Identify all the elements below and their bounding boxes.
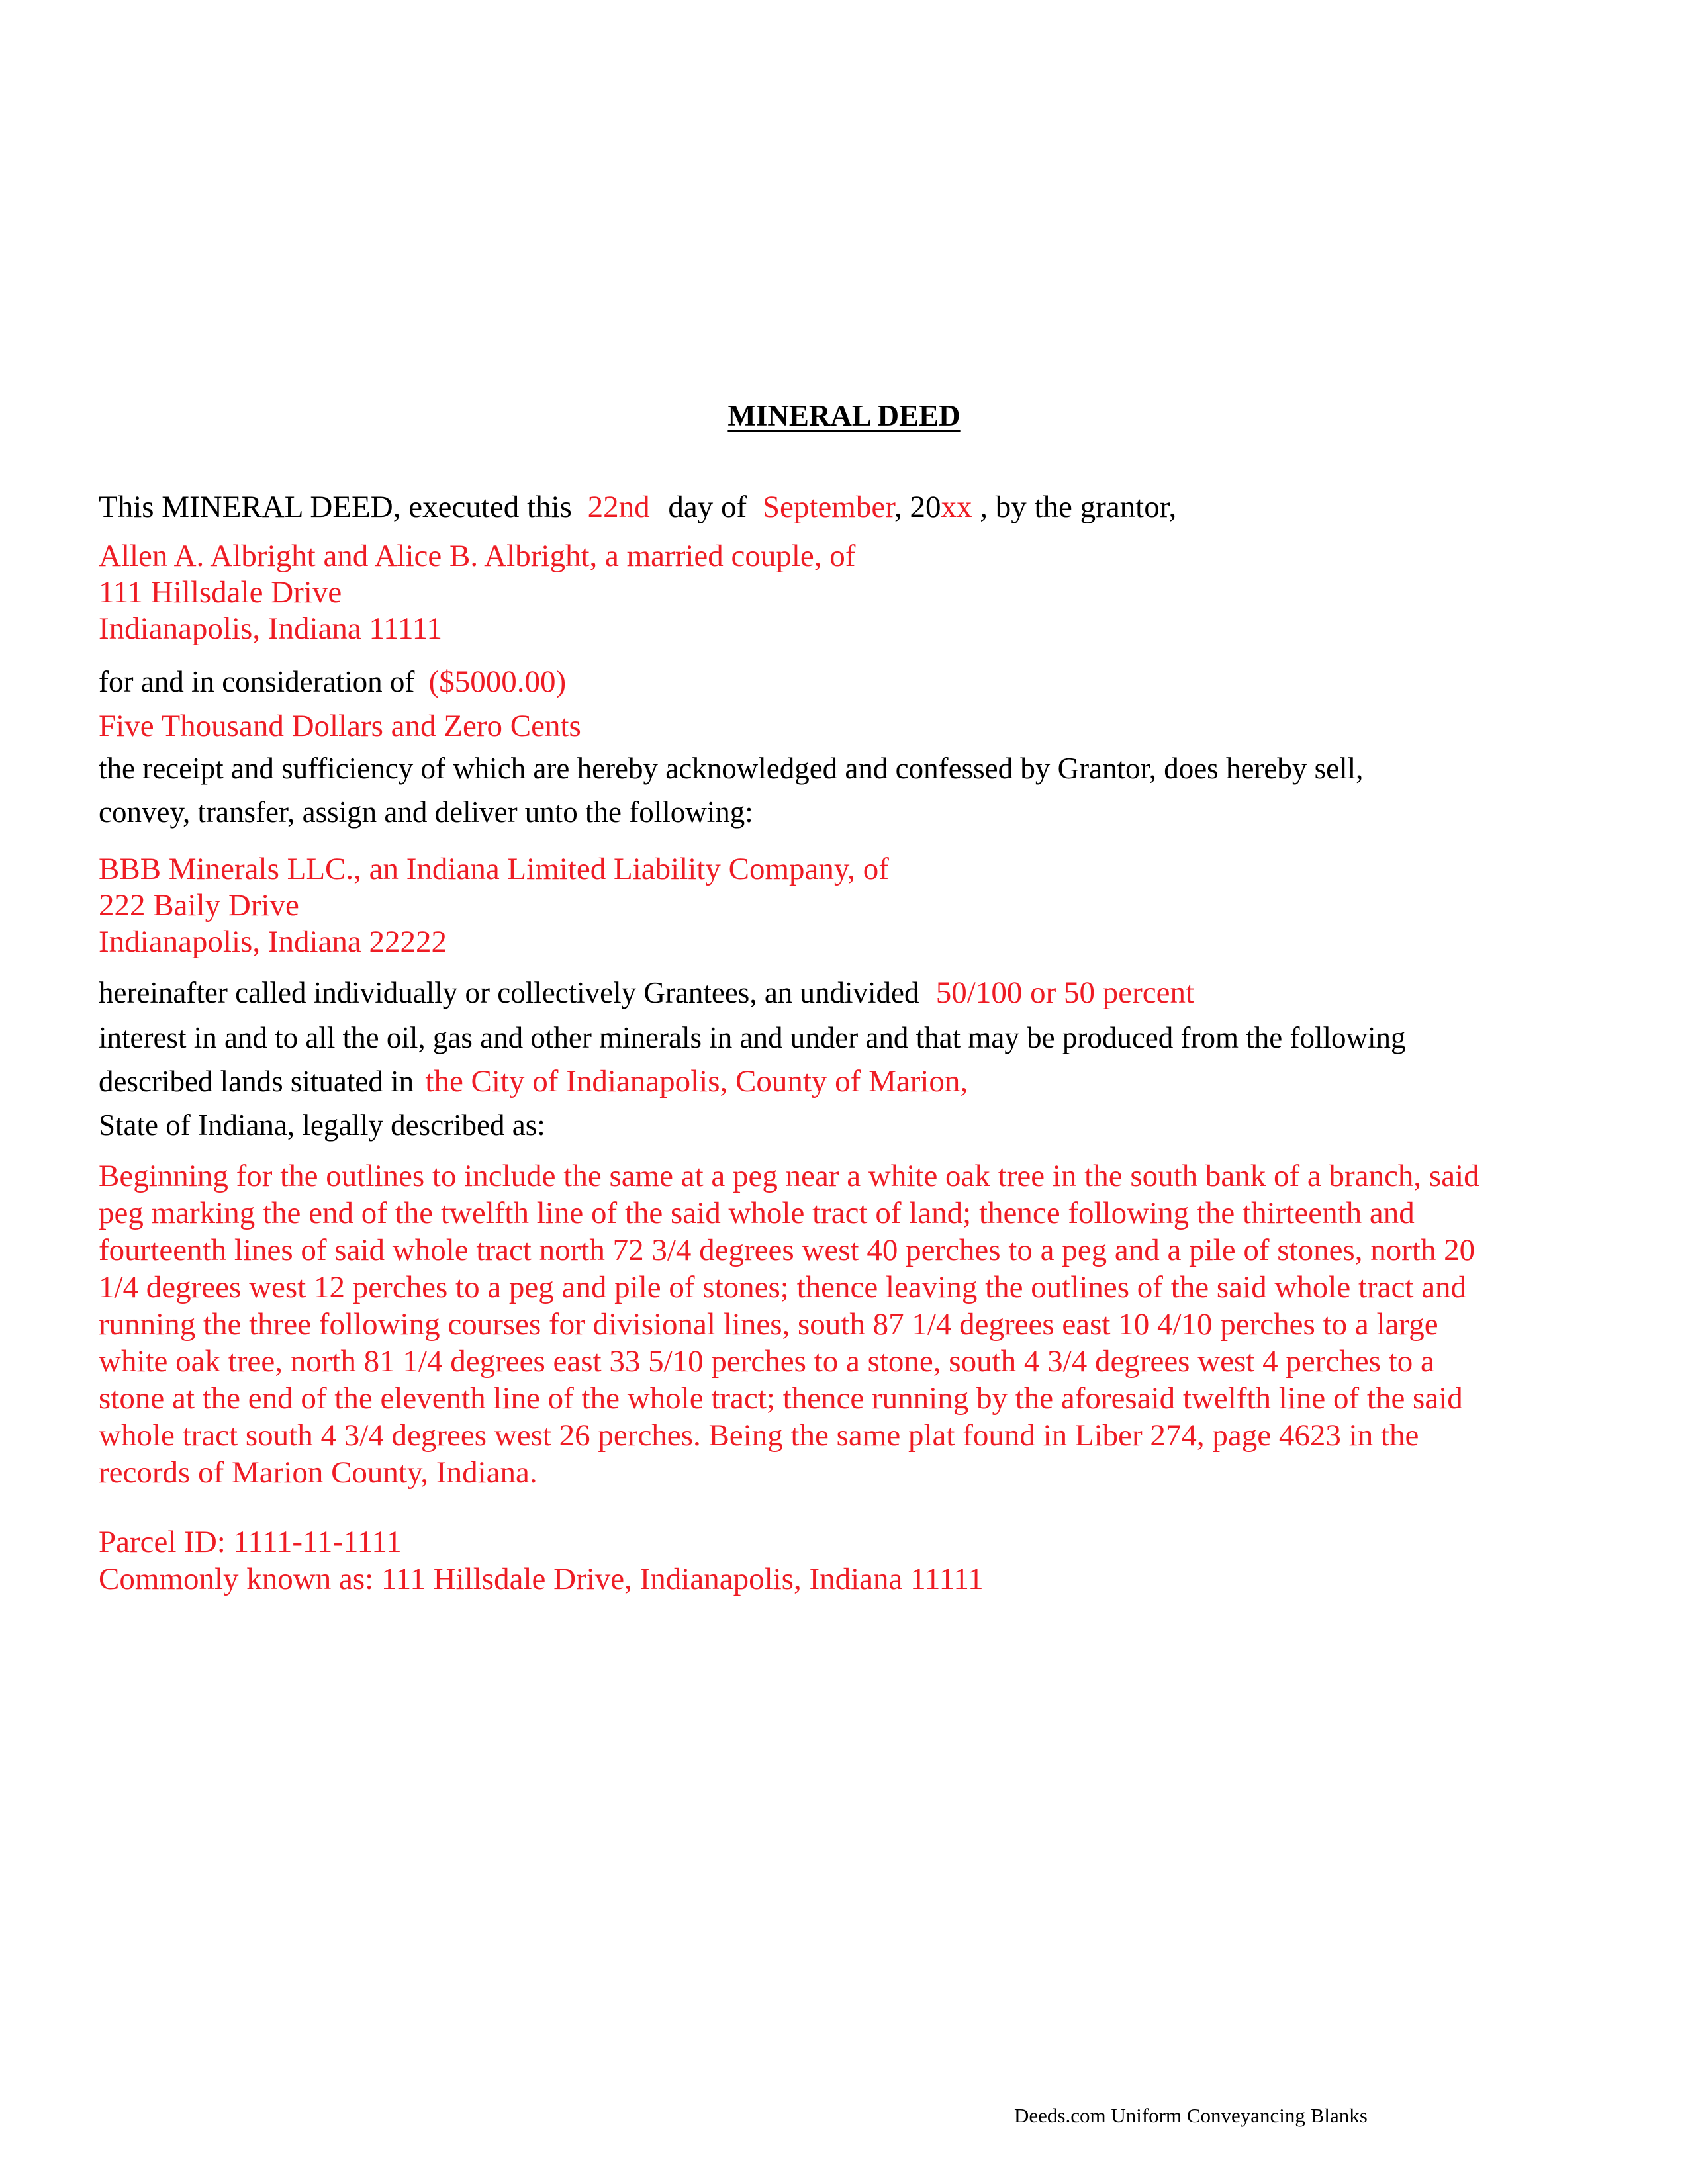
intro-line bbox=[99, 487, 1176, 527]
execution-day: 22nd bbox=[587, 490, 650, 524]
legal-description-line: fourteenth lines of said whole tract north 72 3/4 degrees west 40 perches to a peg and a pile of stones, north 20 bbox=[99, 1233, 1476, 1267]
intro-text-2: day of bbox=[668, 490, 747, 524]
consideration-label: for and in consideration of bbox=[99, 665, 415, 698]
interest-label: hereinafter called individually or collectively Grantees, an undivided bbox=[99, 976, 919, 1009]
location-label: described lands situated in bbox=[99, 1065, 414, 1098]
legal-description-line: peg marking the end of the twelfth line of the said whole tract of land; thence following the thirteenth and bbox=[99, 1196, 1415, 1230]
document-title: MINERAL DEED bbox=[727, 399, 961, 432]
interest-line-2: interest in and to all the oil, gas and other minerals in and under and that may be produced from the following bbox=[99, 1021, 1406, 1054]
intro-text-1: This MINERAL DEED, executed this bbox=[99, 490, 572, 524]
grantor-city: Indianapolis, Indiana 11111 bbox=[99, 612, 443, 646]
receipt-line-2: convey, transfer, assign and deliver unto the following: bbox=[99, 796, 753, 829]
grantor-street: 111 Hillsdale Drive bbox=[99, 575, 342, 610]
interest-line-4: State of Indiana, legally described as: bbox=[99, 1109, 545, 1142]
interest-line-1 bbox=[99, 973, 1194, 1013]
execution-year-suffix: xx bbox=[941, 490, 972, 524]
consideration-amount: ($5000.00) bbox=[428, 664, 567, 699]
legal-description-line: white oak tree, north 81 1/4 degrees east 33 5/10 perches to a stone, south 4 3/4 degrees west 4 perches to a bbox=[99, 1344, 1434, 1379]
receipt-block bbox=[99, 747, 1363, 834]
grantor-name: Allen A. Albright and Alice B. Albright, a married couple, of bbox=[99, 539, 856, 573]
footer-text: Deeds.com Uniform Conveyancing Blanks bbox=[1014, 2104, 1368, 2127]
receipt-line-1: the receipt and sufficiency of which are hereby acknowledged and confessed by Grantor, does hereby sell, bbox=[99, 752, 1364, 785]
parcel-block bbox=[99, 1524, 984, 1598]
legal-description bbox=[99, 1158, 1479, 1491]
consideration-line bbox=[99, 662, 566, 702]
legal-description-line: Beginning for the outlines to include the same at a peg near a white oak tree in the south bank of a branch, said bbox=[99, 1159, 1479, 1193]
grantee-block bbox=[99, 851, 889, 960]
legal-description-line: stone at the end of the eleventh line of the whole tract; thence running by the aforesaid twelfth line of the said bbox=[99, 1381, 1463, 1416]
parcel-id: Parcel ID: 1111-11-1111 bbox=[99, 1525, 402, 1559]
consideration-words: Five Thousand Dollars and Zero Cents bbox=[99, 709, 581, 743]
grantee-street: 222 Baily Drive bbox=[99, 888, 299, 923]
interest-value: 50/100 or 50 percent bbox=[935, 976, 1195, 1010]
grantee-name: BBB Minerals LLC., an Indiana Limited Liability Company, of bbox=[99, 852, 889, 886]
intro-text-4: , by the grantor, bbox=[980, 490, 1177, 524]
interest-line-3 bbox=[99, 1062, 968, 1101]
property-location: the City of Indianapolis, County of Marion, bbox=[425, 1064, 968, 1099]
legal-description-line: 1/4 degrees west 12 perches to a peg and pile of stones; thence leaving the outlines of the said whole tract and bbox=[99, 1270, 1467, 1304]
legal-description-line: running the three following courses for divisional lines, south 87 1/4 degrees east 10 4/10 perches to a large bbox=[99, 1307, 1438, 1342]
legal-description-line: records of Marion County, Indiana. bbox=[99, 1455, 538, 1490]
grantee-city: Indianapolis, Indiana 22222 bbox=[99, 925, 447, 959]
legal-description-line: whole tract south 4 3/4 degrees west 26 perches. Being the same plat found in Liber 274, page 4623 in the bbox=[99, 1418, 1419, 1453]
intro-text-3: , 20 bbox=[894, 490, 941, 524]
grantor-block bbox=[99, 538, 855, 647]
execution-month: September bbox=[762, 490, 894, 524]
commonly-known-as: Commonly known as: 111 Hillsdale Drive, Indianapolis, Indiana 11111 bbox=[99, 1562, 984, 1596]
